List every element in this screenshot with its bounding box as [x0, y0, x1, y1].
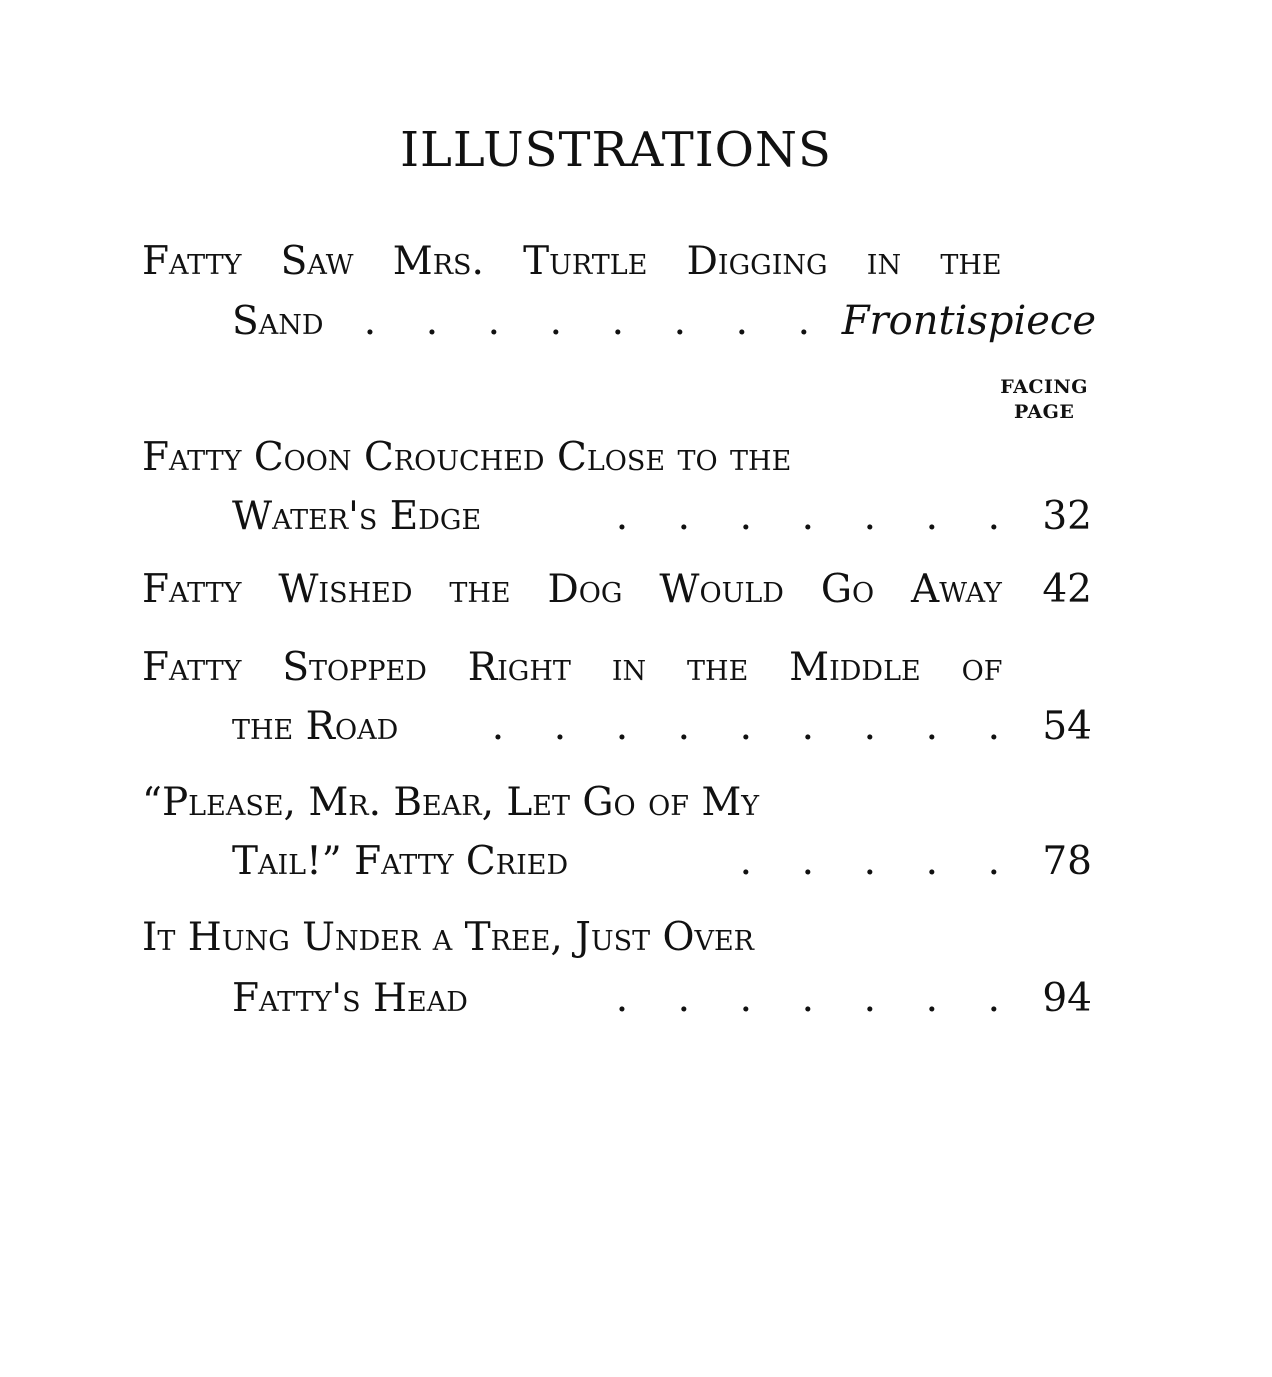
entry-title-line2: Tail!” Fatty Cried	[232, 839, 569, 884]
dot-leader: . . . . . . . . .	[491, 704, 1000, 749]
facing-label-line1: FACING	[1000, 376, 1088, 398]
entry-title-line1: Fatty Coon Crouched Close to the	[142, 435, 792, 480]
entry-title-line1: “Please, Mr. Bear, Let Go of My	[142, 780, 760, 825]
entry-title-line1: Fatty Saw Mrs. Turtle Digging in the	[142, 239, 1002, 284]
facing-label-line2: PAGE	[1013, 401, 1075, 423]
dot-leader: . . . . . . .	[615, 976, 1000, 1021]
entry-page-number: 32	[1042, 494, 1092, 539]
entry-title-line1: Fatty Stopped Right in the Middle of	[142, 645, 1003, 690]
page-title: ILLUSTRATIONS	[400, 122, 832, 178]
entry-title-line2: the Road	[232, 704, 399, 749]
dot-leader: . . . . .	[739, 839, 1000, 884]
entry-title-line2: Fatty's Head	[232, 976, 468, 1021]
facing-page-label	[1000, 375, 1088, 425]
entry-page-number: 54	[1042, 704, 1092, 749]
entry-title-line1: It Hung Under a Tree, Just Over	[142, 915, 754, 960]
entry-page-number: 78	[1042, 839, 1092, 884]
entry-title-line1: Fatty Wished the Dog Would Go Away	[142, 567, 1002, 612]
dot-leader: . . . . . . . .	[363, 299, 810, 344]
entry-title-line2: Water's Edge	[232, 494, 482, 539]
entry-page-number: 94	[1042, 976, 1092, 1021]
entry-page-frontispiece: Frontispiece	[841, 298, 1096, 344]
entry-title-line2: Sand	[232, 299, 324, 344]
dot-leader: . . . . . . .	[615, 494, 1000, 539]
entry-page-number: 42	[1042, 567, 1092, 612]
